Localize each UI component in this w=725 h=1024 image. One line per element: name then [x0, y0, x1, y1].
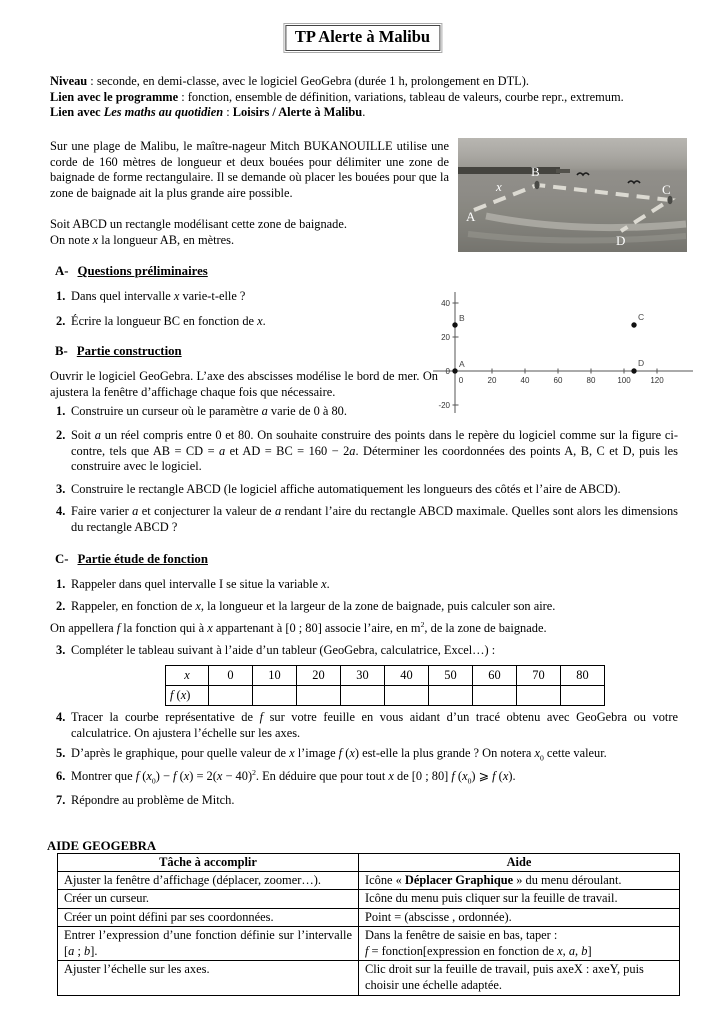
question-text: Rappeler dans quel intervalle I se situe la variable x.	[71, 577, 330, 591]
beach-label-x: x	[496, 179, 502, 194]
aide-task-cell: Ajuster la fenêtre d’affichage (déplacer, zoomer…).	[58, 872, 359, 890]
aide-help-cell	[359, 926, 680, 960]
question-text: Écrire la longueur BC en fonction de x.	[71, 314, 266, 328]
bird-icon	[577, 173, 589, 175]
aide-row	[58, 926, 680, 960]
question-b4	[56, 504, 678, 535]
svg-text:-20: -20	[438, 401, 450, 410]
question-number: 1.	[56, 577, 66, 591]
aide-row	[58, 890, 680, 908]
aide-heading: AIDE GEOGEBRA	[47, 839, 157, 853]
svg-text:120: 120	[650, 376, 664, 385]
x-value-cell: 10	[253, 666, 297, 686]
question-number: 7.	[56, 793, 66, 807]
question-number: 3.	[56, 643, 66, 657]
aide-help-cell: Clic droit sur la feuille de travail, puis axeX : axeY, puis choisir une échelle adaptée.	[359, 961, 680, 995]
question-text: Soit a un réel compris entre 0 et 80. On souhaite construire des points dans le repère du logiciel comme sur la figure ci-contre, tels que AB = CD = a et AD = BC = 160 − 2a. Déterminer les coordonnées des points A, B, C et D, puis les construire avec le logiciel.	[71, 428, 678, 474]
geogebra-figure	[430, 290, 695, 420]
question-b1	[56, 404, 436, 420]
intro-model	[50, 217, 470, 248]
beach-label-c: C	[662, 182, 671, 197]
bird-icon	[628, 181, 640, 183]
meta-line-quotidien: Lien avec Les maths au quotidien : Loisirs / Alerte à Malibu.	[50, 105, 366, 120]
point-c	[631, 322, 636, 327]
intro-model-line1: Soit ABCD un rectangle modélisant cette zone de baignade.	[50, 217, 347, 231]
section-b-intro: Ouvrir le logiciel GeoGebra. L’axe des abscisses modélise le bord de mer. On ajustera la fenêtre d’affichage chaque fois que nécessaire.	[50, 369, 438, 399]
x-value-cell: 0	[209, 666, 253, 686]
svg-text:100: 100	[617, 376, 631, 385]
aide-help-line1: Dans la fenêtre de saisie en bas, taper :	[365, 927, 558, 942]
fx-empty-cell[interactable]	[517, 686, 561, 706]
aide-task-cell: Entrer l’expression d’une fonction définie sur l’intervalle [a ; b].	[58, 926, 359, 960]
aide-help-cell: Icône du menu puis cliquer sur la feuille de travail.	[359, 890, 680, 908]
question-c5	[56, 746, 678, 762]
question-a2	[56, 314, 416, 330]
question-text: Faire varier a et conjecturer la valeur de a rendant l’aire du rectangle ABCD maximale. Quelles sont alors les dimensions du rectangle ABCD ?	[71, 504, 678, 534]
point-d-label: D	[638, 358, 645, 368]
fx-empty-cell[interactable]	[385, 686, 429, 706]
x-value-cell: 70	[517, 666, 561, 686]
fx-header-cell: f (x)	[166, 686, 209, 706]
section-c-num: C-	[55, 552, 69, 566]
point-a-label: A	[459, 359, 465, 369]
fx-empty-cell[interactable]	[297, 686, 341, 706]
aide-task-cell: Créer un curseur.	[58, 890, 359, 908]
section-b-title: Partie construction	[76, 344, 182, 358]
aide-row	[58, 872, 680, 890]
svg-text:0: 0	[445, 367, 450, 376]
fx-empty-cell[interactable]	[429, 686, 473, 706]
section-a-num: A-	[55, 264, 69, 278]
wave-band-2	[468, 234, 686, 241]
x-value-cell: 20	[297, 666, 341, 686]
aide-row	[58, 961, 680, 995]
svg-text:20: 20	[487, 376, 497, 385]
question-c4	[56, 710, 678, 741]
svg-text:0: 0	[458, 376, 464, 385]
values-table	[165, 665, 605, 706]
values-table-fx-row	[166, 686, 605, 706]
x-value-cell: 40	[385, 666, 429, 686]
x-value-cell: 30	[341, 666, 385, 686]
aide-help-cell: Icône « Déplacer Graphique » du menu déroulant.	[359, 872, 680, 890]
x-value-cell: 80	[561, 666, 605, 686]
question-text: Répondre au problème de Mitch.	[71, 793, 235, 807]
section-c-title: Partie étude de fonction	[77, 552, 208, 566]
aide-header-aide: Aide	[359, 854, 680, 872]
section-a-heading	[55, 263, 208, 279]
y-tick-labels	[438, 299, 450, 410]
buoy-c	[667, 196, 672, 204]
question-text: Tracer la courbe représentative de f sur votre feuille en vous aidant d’un tracé obtenu avec GeoGebra ou votre calculatrice. On ajustera l’échelle sur les axes.	[71, 710, 678, 740]
meta-block	[50, 74, 690, 121]
question-text: Dans quel intervalle x varie-t-elle ?	[71, 289, 246, 303]
x-header-cell: x	[166, 666, 209, 686]
intro-paragraph: Sur une plage de Malibu, le maître-nageur Mitch BUKANOUILLE utilise une corde de 160 mètres de longueur et deux bouées pour délimiter une zone de baignade de forme rectangulaire. Il se demande où placer les bouées pour que la zone de baignade ait la plus grande aire possible.	[50, 139, 449, 200]
question-text: Construire un curseur où le paramètre a varie de 0 à 80.	[71, 404, 347, 418]
question-text: D’après le graphique, pour quelle valeur de x l’image f (x) est-elle la plus grande ? On notera $x_0$ cette valeur.	[71, 746, 607, 763]
aide-task-cell: Créer un point défini par ses coordonnées.	[58, 908, 359, 926]
question-number: 2.	[56, 314, 66, 328]
section-a-title: Questions préliminaires	[77, 264, 208, 278]
meta-line-programme: Lien avec le programme : fonction, ensemble de définition, variations, tableau de valeurs, courbe repr., extremum.	[50, 89, 624, 104]
section-c-heading	[55, 551, 208, 567]
point-d	[631, 368, 636, 373]
point-c-label: C	[638, 312, 645, 322]
svg-text:80: 80	[586, 376, 596, 385]
function-definition-note: On appellera f la fonction qui à x appartenant à [0 ; 80] associe l’aire, en $m^2$, de la zone de baignade.	[50, 619, 547, 635]
question-number: 4.	[56, 504, 66, 518]
question-c2	[56, 599, 678, 615]
beach-label-a: A	[466, 209, 476, 224]
intro-model-line2: On note x la longueur AB, en mètres.	[50, 232, 235, 247]
point-b-label: B	[459, 313, 465, 323]
point-a	[452, 368, 457, 373]
question-text: Compléter le tableau suivant à l’aide d’un tableur (GeoGebra, calculatrice, Excel…) :	[71, 643, 496, 657]
buoy-b	[534, 181, 539, 189]
x-value-cell: 50	[429, 666, 473, 686]
beach-label-d: D	[616, 233, 626, 248]
question-text: Rappeler, en fonction de x, la longueur et la largeur de la zone de baignade, puis calculer son aire.	[71, 599, 556, 613]
fx-empty-cell[interactable]	[253, 686, 297, 706]
x-value-cell: 60	[473, 666, 517, 686]
aide-header-task: Tâche à accomplir	[58, 854, 359, 872]
aide-help-cell: Point = (abscisse , ordonnée).	[359, 908, 680, 926]
point-b	[452, 322, 457, 327]
question-number: 2.	[56, 428, 66, 442]
question-b3	[56, 482, 678, 498]
aide-row	[58, 908, 680, 926]
fx-empty-cell[interactable]	[341, 686, 385, 706]
beach-label-b: B	[531, 164, 540, 179]
aide-help-line2: f = fonction[expression en fonction de x, a, b]	[365, 944, 592, 959]
question-text: Construire le rectangle ABCD (le logiciel affiche automatiquement les longueurs des côtés et l’aire de ABCD).	[71, 482, 621, 496]
wave-band	[486, 216, 686, 228]
svg-text:60: 60	[553, 376, 563, 385]
x-tick-labels	[459, 376, 664, 385]
beach-photo	[458, 138, 687, 252]
fx-empty-cell[interactable]	[473, 686, 517, 706]
question-number: 1.	[56, 404, 66, 418]
question-number: 6.	[56, 769, 66, 783]
question-number: 5.	[56, 746, 66, 760]
page-title: TP Alerte à Malibu	[285, 25, 440, 51]
question-b2	[56, 428, 678, 475]
question-c1	[56, 577, 678, 593]
aide-header-row	[58, 854, 680, 872]
fx-empty-cell[interactable]	[561, 686, 605, 706]
svg-text:40: 40	[520, 376, 530, 385]
meta-line-niveau: Niveau : seconde, en demi-classe, avec le logiciel GeoGebra (durée 1 h, prolongement en DTL).	[50, 74, 529, 88]
aide-table	[57, 853, 680, 996]
section-b-num: B-	[55, 344, 68, 358]
svg-text:40: 40	[441, 299, 450, 308]
question-text: Montrer que f $(x_0) - f$ $(x) = 2(x - 40)^2$. En déduire que pour tout x de [0 ; 80] f $(x_0)$ ⩾ f (x).	[71, 767, 516, 786]
values-table-x-row	[166, 666, 605, 686]
svg-text:20: 20	[441, 333, 450, 342]
beach-overlay	[458, 138, 687, 252]
question-c6	[56, 769, 678, 785]
fx-empty-cell[interactable]	[209, 686, 253, 706]
question-number: 4.	[56, 710, 66, 724]
section-b-heading	[55, 343, 182, 359]
question-number: 2.	[56, 599, 66, 613]
aide-task-cell: Ajuster l’échelle sur les axes.	[58, 961, 359, 995]
question-c7	[56, 793, 678, 809]
question-number: 3.	[56, 482, 66, 496]
question-a1	[56, 289, 416, 305]
question-c3	[56, 643, 678, 659]
question-number: 1.	[56, 289, 66, 303]
